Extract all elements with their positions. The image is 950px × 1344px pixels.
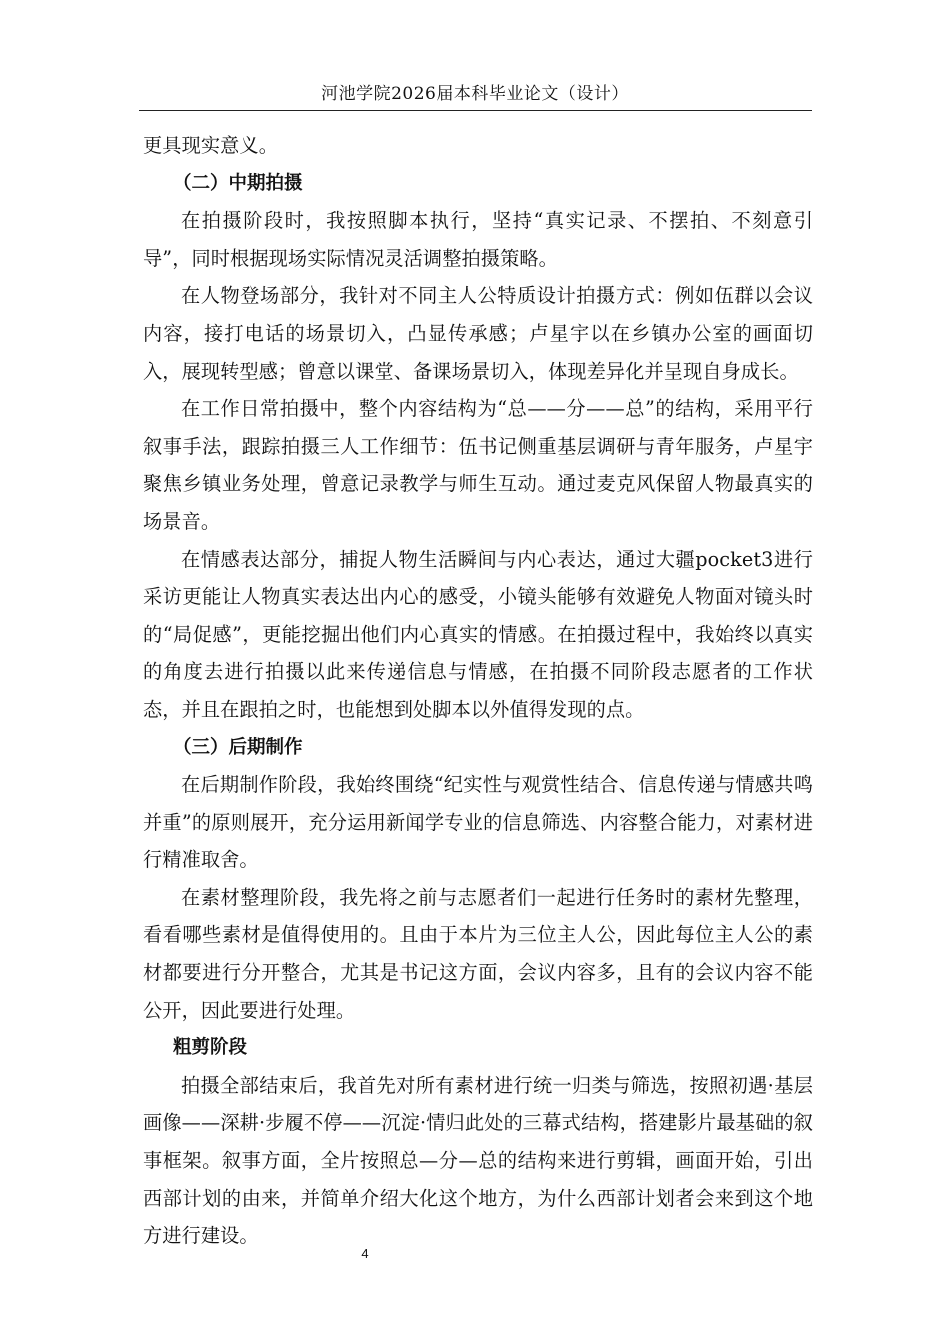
paragraph-emotional-expression: 在情感表达部分，捕捉人物生活瞬间与内心表达，通过大疆pocket3进行采访更能让人物真实表达出内心的感受，小镜头能够有效避免人物面对镜头时的“局促感”，更能挖掘出他们内心真实的情感。在拍摄过程中，我始终以真实的角度去进行拍摄以此来传递信息与情感，在拍摄不同阶段志愿者的工作状态，并且在跟拍之时，也能想到处脚本以外值得发现的点。 [143,547,813,721]
section-heading-rough-cut: 粗剪阶段 [173,1037,248,1059]
paragraph-material-sorting: 在素材整理阶段，我先将之前与志愿者们一起进行任务时的素材先整理，看看哪些素材是值得使用的。且由于本片为三位主人公，因此每位主人公的素材都要进行分开整合，尤其是书记这方面，会议内容多，且有的会议内容不能公开，因此要进行处理。 [143,885,813,1022]
page-number: 4 [361,1246,369,1261]
page-header-title: 河池学院2026届本科毕业论文（设计） [321,84,629,104]
paragraph-post-production: 在后期制作阶段，我始终围绕“纪实性与观赏性结合、信息传递与情感共鸣并重”的原则展开，充分运用新闻学专业的信息筛选、内容整合能力，对素材进行精准取舍。 [143,773,813,872]
paragraph-continuation: 更具现实意义。 [143,134,279,157]
page-body [143,127,813,1255]
paragraph-rough-cut: 拍摄全部结束后，我首先对所有素材进行统一归类与筛选，按照初遇·基层画像——深耕·步履不停——沉淀·情归此处的三幕式结构，搭建影片最基础的叙事框架。叙事方面，全片按照总—分—总的结构来进行剪辑，画面开始，引出西部计划的由来，并简单介绍大化这个地方，为什么西部计划者会来到这个地方进行建设。 [143,1073,813,1248]
header-divider [139,110,812,111]
paragraph-shooting-stage: 在拍摄阶段时，我按照脚本执行，坚持“真实记录、不摆拍、不刻意引导”，同时根据现场实际情况灵活调整拍摄策略。 [143,209,813,270]
paragraph-daily-work: 在工作日常拍摄中，整个内容结构为“总——分——总”的结构，采用平行叙事手法，跟踪拍摄三人工作细节：伍书记侧重基层调研与青年服务，卢星宇聚焦乡镇业务处理，曾意记录教学与师生互动。通过麦克风保留人物最真实的场景音。 [143,397,813,533]
section-heading-mid-shooting: （二）中期拍摄 [173,172,303,194]
section-heading-post-production: （三）后期制作 [173,736,303,758]
paragraph-character-entrance: 在人物登场部分，我针对不同主人公特质设计拍摄方式：例如伍群以会议内容，接打电话的场景切入，凸显传承感；卢星宇以在乡镇办公室的画面切入，展现转型感；曾意以课堂、备课场景切入，体现差异化并呈现自身成长。 [143,284,813,383]
